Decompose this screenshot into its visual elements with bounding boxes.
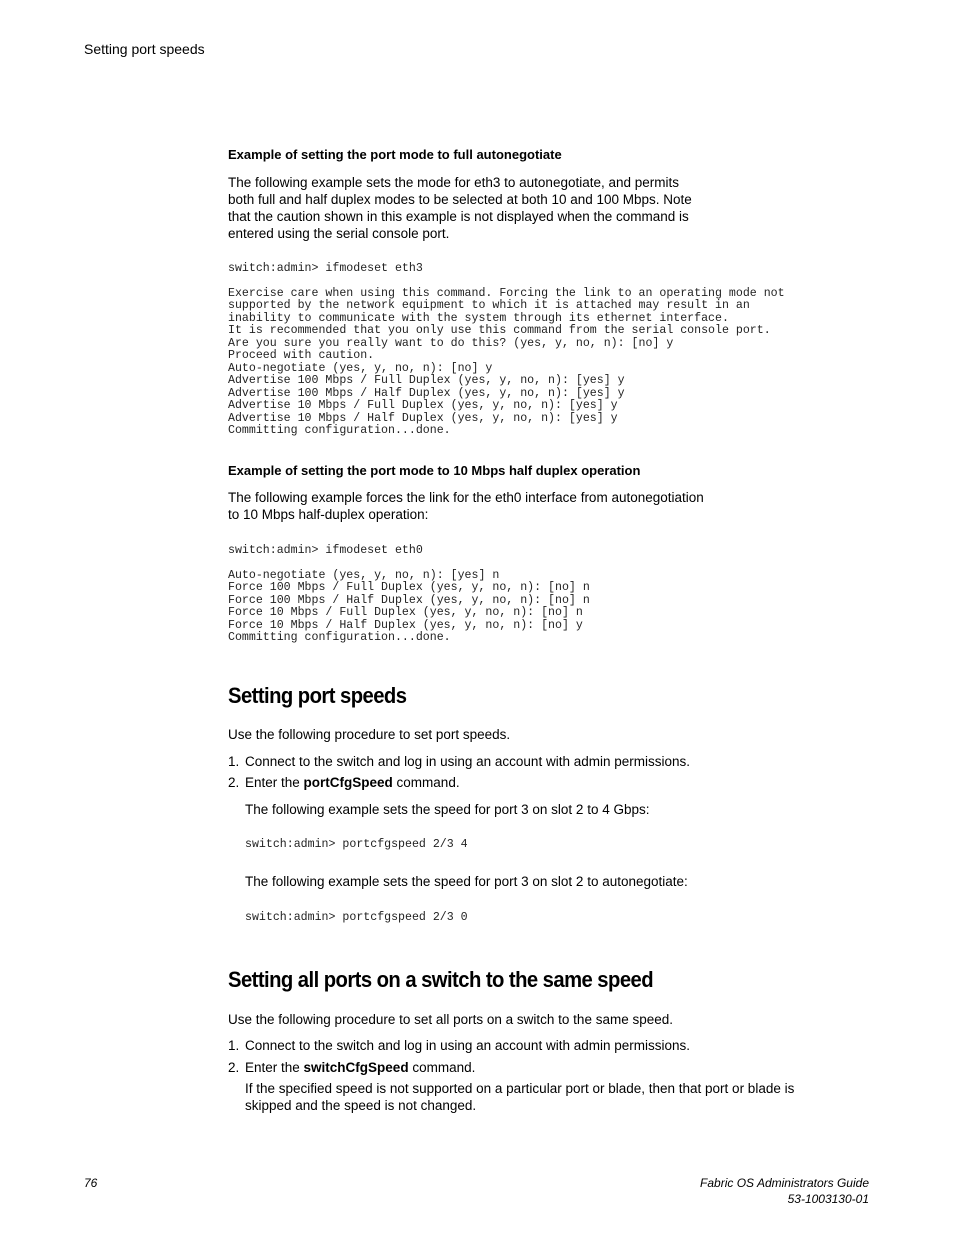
code-command-ifmodeset-eth3: switch:admin> ifmodeset eth3 [228,262,423,275]
procedure-step-2 [228,774,460,791]
section-intro-port-speeds: Use the following procedure to set port speeds. [228,727,511,742]
example-heading-10mbps-half: Example of setting the port mode to 10 Mbps half duplex operation [228,463,641,478]
section-title-port-speeds: Setting port speeds [228,683,407,708]
example-heading-autonegotiate: Example of setting the port mode to full autonegotiate [228,147,562,162]
step-number: 2. [228,775,240,790]
step-text: Connect to the switch and log in using an account with admin permissions. [245,1038,690,1053]
step-text: Connect to the switch and log in using an account with admin permissions. [245,754,690,769]
procedure-step-2 [228,1059,475,1076]
section-intro-all-ports: Use the following procedure to set all ports on a switch to the same speed. [228,1012,673,1027]
example-text-4gbps: The following example sets the speed for port 3 on slot 2 to 4 Gbps: [245,802,650,817]
code-portcfgspeed-4gbps: switch:admin> portcfgspeed 2/3 4 [245,838,468,851]
code-portcfgspeed-auto: switch:admin> portcfgspeed 2/3 0 [245,911,468,924]
section-title-all-ports: Setting all ports on a switch to the same speed [228,967,654,992]
example-intro-autonegotiate: The following example sets the mode for eth3 to autonegotiate, and permits both full and half duplex modes to be selected at both 10 and 100 Mbps. Note that the caution shown in this example is not displayed when the command is entered using the serial console port. [228,175,692,241]
code-output-ifmodeset-eth3: Exercise care when using this command. Forcing the link to an operating mode not supported by the network equipment to which it is attached may result in an inability to communicate with the system through its ethernet interface. It is recommended that you only use this command from the serial console port. Are you sure you really want to do this? (yes, y, no, n): [no] y Proceed with caution. Auto-negotiate (yes, y, no, n): [no] y Advertise 100 Mbps / Full Duplex (yes, y, no, n): [yes] y Advertise 100 Mbps / Half Duplex (yes, y, no, n): [yes] y Advertise 10 Mbps / Full Duplex (yes, y, no, n): [yes] y Advertise 10 Mbps / Half Duplex (yes, y, no, n): [yes] y Committing configuration...done. [228,287,785,437]
step-text-suffix: command. [392,775,460,790]
example-intro-10mbps-half: The following example forces the link for the eth0 interface from autonegotiation to 10 Mbps half-duplex operation: [228,490,704,522]
guide-title: Fabric OS Administrators Guide [700,1176,869,1190]
step-text-suffix: command. [408,1060,476,1075]
doc-number: 53-1003130-01 [787,1192,869,1206]
procedure-step-1 [228,753,690,770]
procedure-step-1 [228,1037,690,1054]
code-command-ifmodeset-eth0: switch:admin> ifmodeset eth0 [228,544,423,557]
step-number: 1. [228,754,240,769]
step-note: If the specified speed is not supported on a particular port or blade, then that port or blade is skipped and the speed is not changed. [245,1081,795,1113]
page-number: 76 [84,1176,98,1190]
command-name: switchCfgSpeed [303,1060,409,1075]
code-output-ifmodeset-eth0: Auto-negotiate (yes, y, no, n): [yes] n Force 100 Mbps / Full Duplex (yes, y, no, n): [no] n Force 100 Mbps / Half Duplex (yes, y, no, n): [no] n Force 10 Mbps / Full Duplex (yes, y, no, n): [no] n Force 10 Mbps / Half Duplex (yes, y, no, n): [no] y Committing configuration...done. [228,569,590,645]
step-text-prefix: Enter the [245,1060,304,1075]
step-text-prefix: Enter the [245,775,304,790]
running-header: Setting port speeds [84,41,205,57]
footer-doc-info [700,1175,869,1207]
example-text-autonegotiate: The following example sets the speed for port 3 on slot 2 to autonegotiate: [245,874,688,889]
command-name: portCfgSpeed [303,775,393,790]
step-number: 1. [228,1038,240,1053]
step-number: 2. [228,1060,240,1075]
